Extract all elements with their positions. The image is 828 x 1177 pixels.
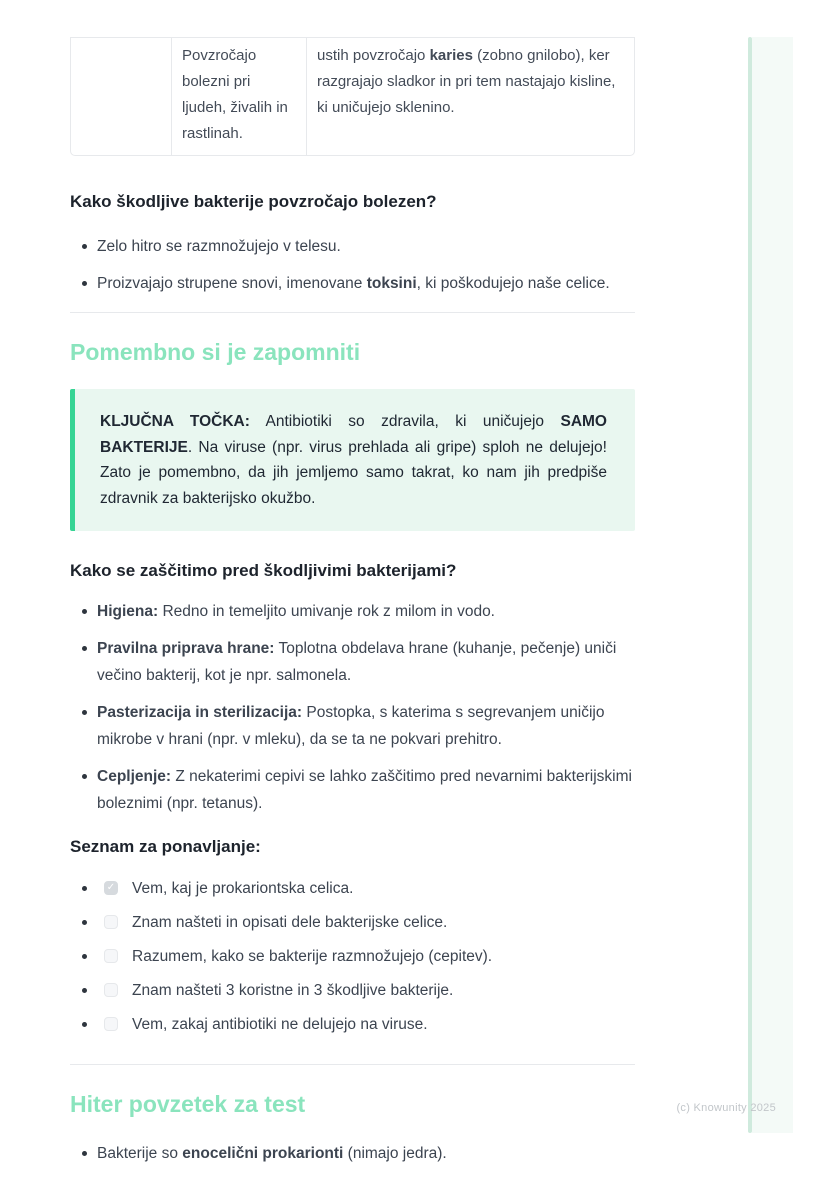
divider (70, 312, 635, 313)
checkbox[interactable] (104, 915, 118, 929)
checkbox-label: Razumem, kako se bakterije razmnožujejo (cepitev). (132, 948, 493, 965)
bullet-dot-icon (82, 954, 87, 959)
section-heading-summary: Hiter povzetek za test (70, 1091, 306, 1117)
table-cell: Povzročajo bolezni pri ljudeh, živalih in rastlinah. (171, 38, 306, 155)
section-heading-disease: Kako škodljive bakterije povzročajo bolezen? (70, 192, 437, 211)
list-item (70, 270, 635, 297)
checkbox[interactable] (104, 881, 118, 895)
bullet-dot-icon (82, 920, 87, 925)
checklist (70, 878, 635, 1036)
checklist-item (70, 946, 635, 968)
checkbox[interactable] (104, 1017, 118, 1031)
bullet-list (70, 1140, 635, 1167)
document-page (70, 37, 635, 1177)
table-cell: ustih povzročajo karies (zobno gnilobo), ker razgrajajo sladkor in pri tem nastajajo kisline, ki uničujejo sklenino. (306, 38, 636, 155)
notes-table-fragment (70, 37, 635, 156)
list-item (70, 635, 635, 689)
page-tint-band (752, 37, 793, 1133)
bullet-list (70, 233, 635, 297)
section-heading-protection: Kako se zaščitimo pred škodljivimi bakterijami? (70, 561, 457, 580)
list-item-text: Zelo hitro se razmnožujejo v telesu. (97, 238, 341, 255)
bullet-dot-icon (82, 281, 87, 286)
checklist-item (70, 912, 635, 934)
bullet-dot-icon (82, 774, 87, 779)
list-item-text: Higiena: Redno in temeljito umivanje rok z milom in vodo. (97, 603, 495, 620)
list-item-text: Proizvajajo strupene snovi, imenovane toksini, ki poškodujejo naše celice. (97, 275, 610, 292)
bullet-dot-icon (82, 646, 87, 651)
checkbox-label: Vem, kaj je prokariontska celica. (132, 880, 354, 897)
checkbox-label: Vem, zakaj antibiotiki ne delujejo na viruse. (132, 1016, 428, 1033)
bullet-dot-icon (82, 1151, 87, 1156)
list-item (70, 598, 635, 625)
list-item-text: Pasterizacija in sterilizacija: Postopka, s katerima s segrevanjem uničijo mikrobe v hrani (npr. v mleku), da se ta ne pokvari prehitro. (97, 704, 605, 748)
list-item (70, 699, 635, 753)
vertical-accent-line (748, 37, 752, 1133)
bullet-dot-icon (82, 609, 87, 614)
checkbox[interactable] (104, 983, 118, 997)
checkbox[interactable] (104, 949, 118, 963)
checklist-item (70, 980, 635, 1002)
copyright-text: (c) Knowunity 2025 (676, 1102, 776, 1114)
key-point-callout: KLJUČNA TOČKA: Antibiotiki so zdravila, ki uničujejo SAMO BAKTERIJE. Na viruse (npr. virus prehlada ali gripe) sploh ne delujejo! Zato je pomembno, da jih jemljemo samo takrat, ko nam jih predpiše zdravnik za bakterijsko okužbo. (70, 389, 635, 531)
section-heading-important: Pomembno si je zapomniti (70, 339, 361, 365)
list-item-text: Bakterije so enocelični prokarionti (nimajo jedra). (97, 1145, 447, 1162)
section-heading-checklist: Seznam za ponavljanje: (70, 837, 261, 856)
divider (70, 1064, 635, 1065)
bullet-dot-icon (82, 886, 87, 891)
check-icon: ✓ (106, 882, 116, 893)
bullet-dot-icon (82, 1022, 87, 1027)
bullet-dot-icon (82, 988, 87, 993)
bullet-dot-icon (82, 710, 87, 715)
list-item-text: Cepljenje: Z nekaterimi cepivi se lahko zaščitimo pred nevarnimi bakterijskimi boleznimi (npr. tetanus). (97, 768, 632, 812)
list-item (70, 233, 635, 260)
bullet-list (70, 598, 635, 817)
checkbox-label: Znam našteti in opisati dele bakterijske celice. (132, 914, 448, 931)
table-cell (71, 38, 171, 155)
list-item (70, 763, 635, 817)
bullet-dot-icon (82, 244, 87, 249)
list-item (70, 1140, 635, 1167)
checkbox-label: Znam našteti 3 koristne in 3 škodljive bakterije. (132, 982, 454, 999)
list-item-text: Pravilna priprava hrane: Toplotna obdelava hrane (kuhanje, pečenje) uniči večino bakterij, kot je npr. salmonela. (97, 640, 617, 684)
checklist-item (70, 1014, 635, 1036)
checklist-item (70, 878, 635, 900)
